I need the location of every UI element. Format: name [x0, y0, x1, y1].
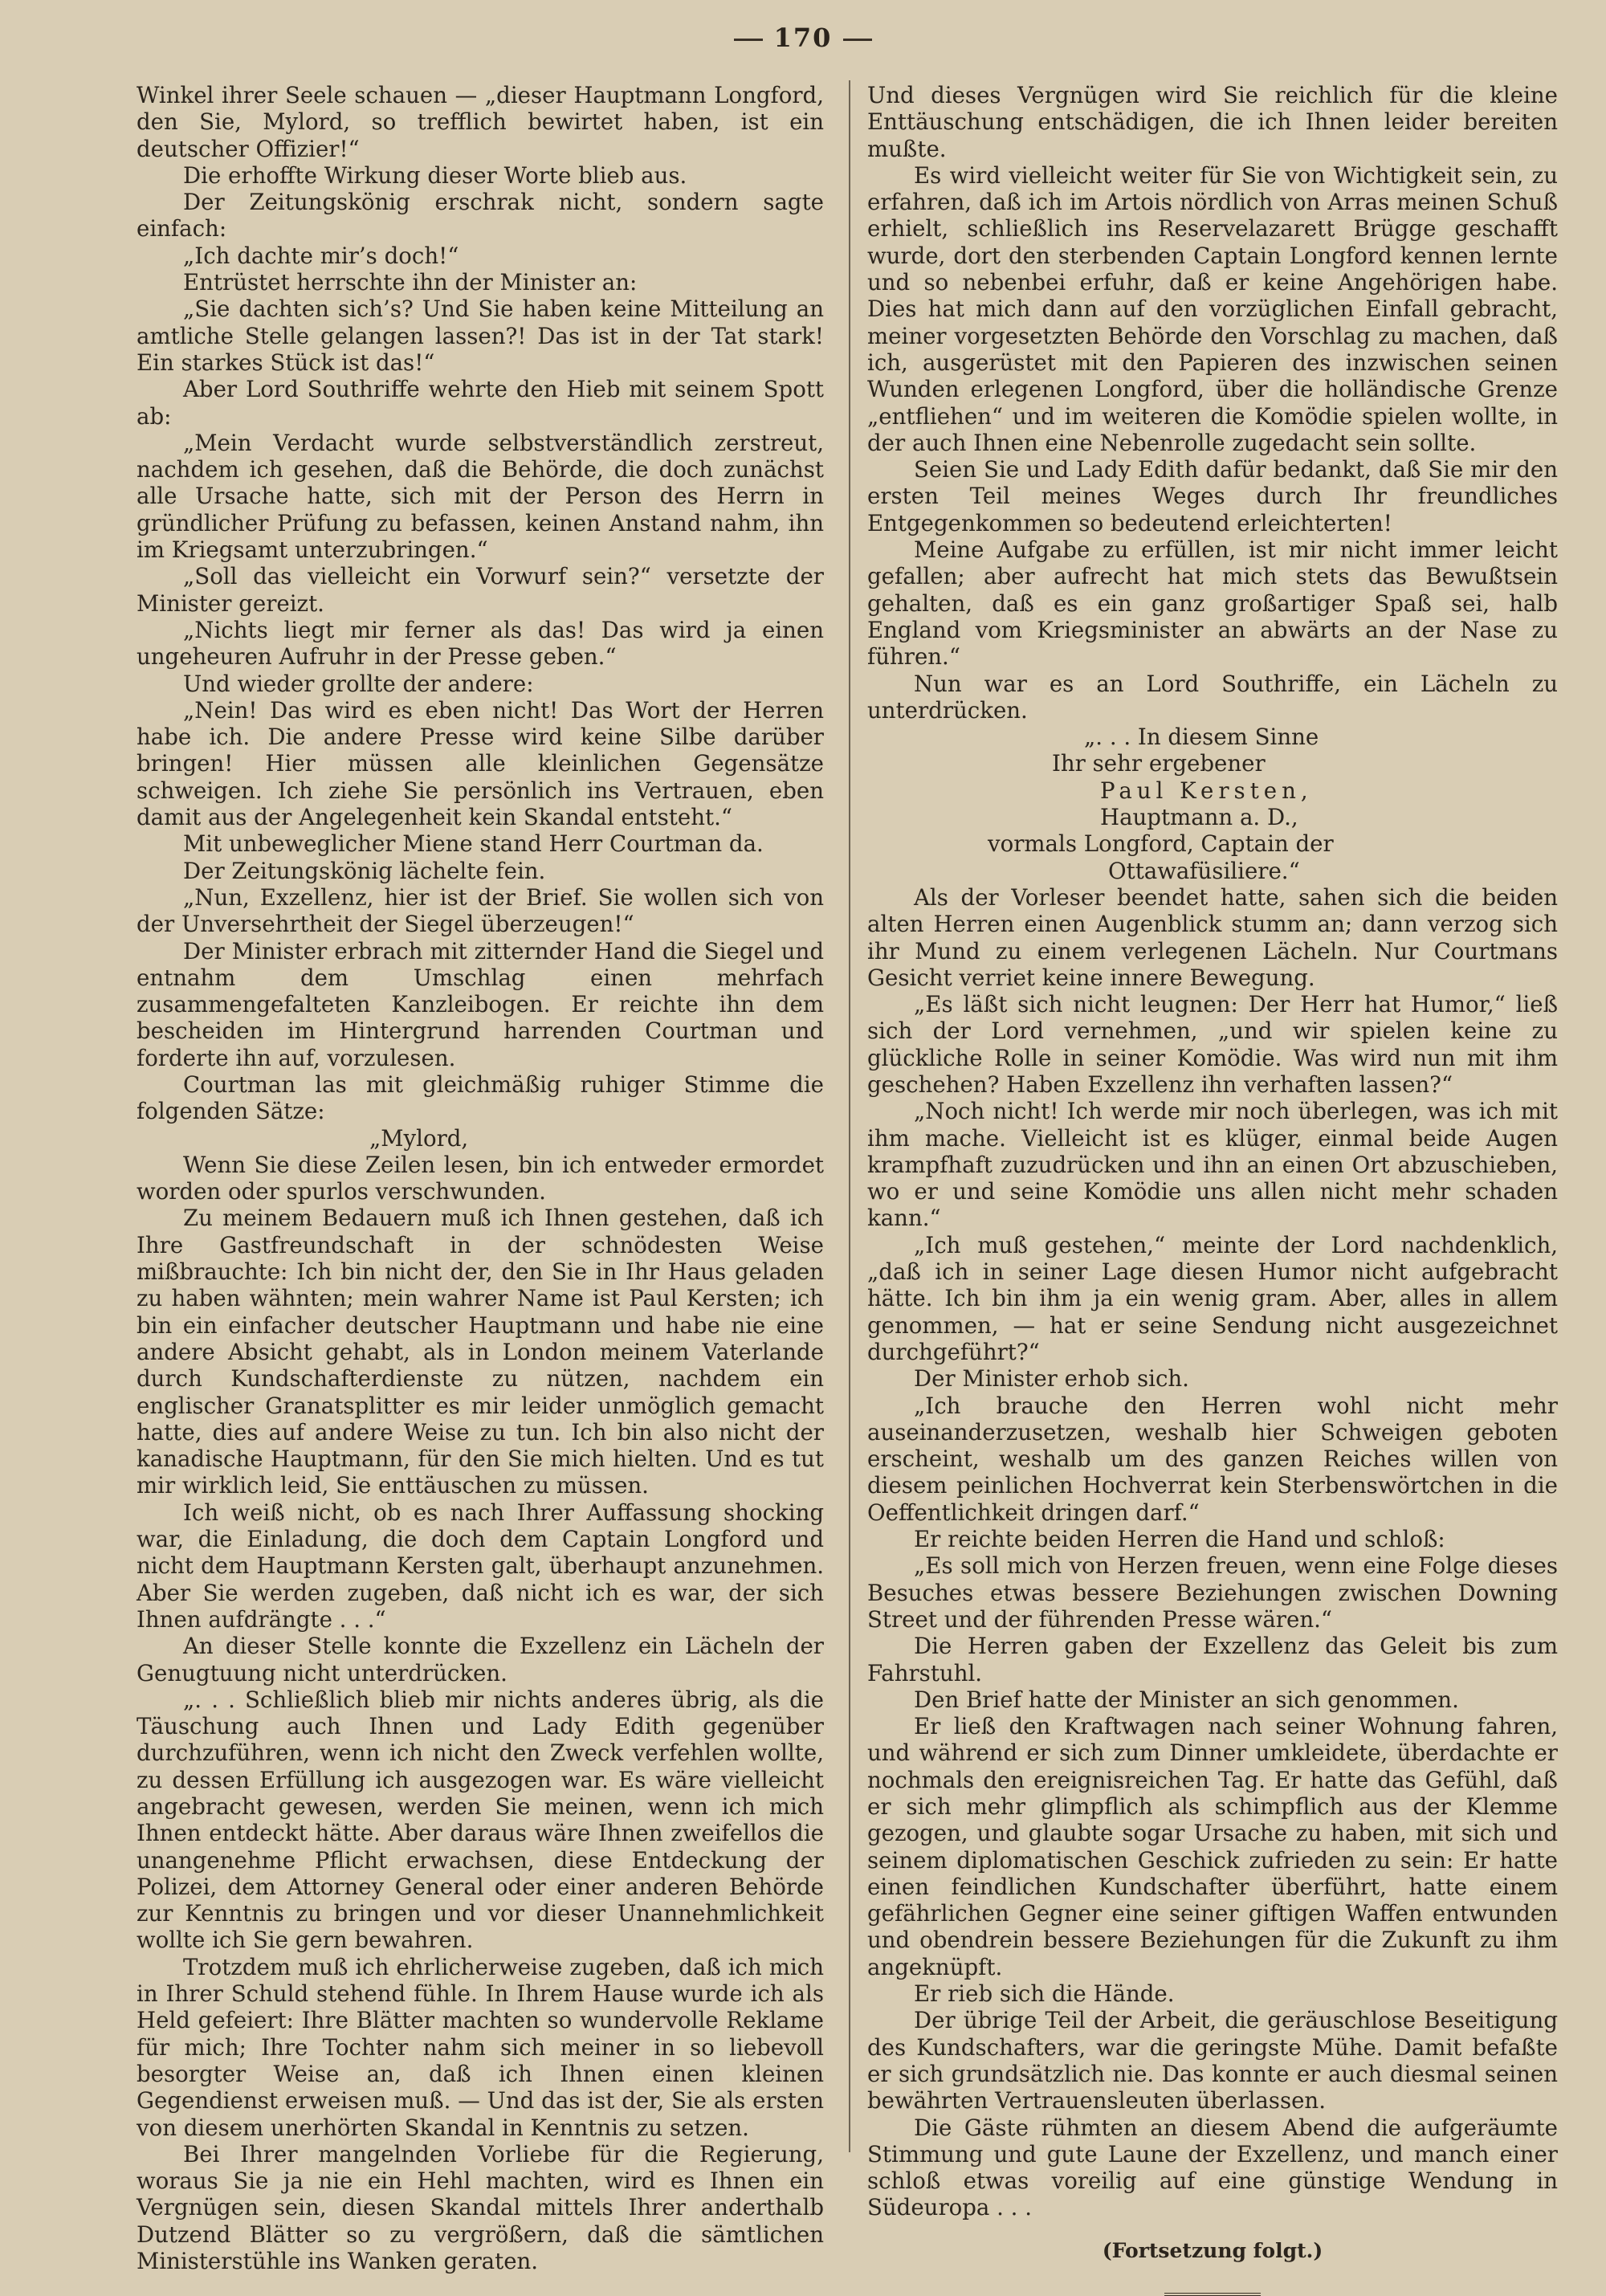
signature-name: Paul Kersten,: [1100, 777, 1313, 804]
paragraph: Den Brief hatte der Minister an sich genommen.: [914, 1686, 1459, 1713]
paragraph: Er reichte beiden Herren die Hand und schloß:: [914, 1526, 1445, 1553]
paragraph: Meine Aufgabe zu erfüllen, ist mir nicht immer leicht gefallen; aber aufrecht hat mich stets das Bewußtsein gehalten, daß es ein ganz großartiger Spaß sei, halb England vom Kriegsminister an abwärts an der Nase zu führen.“: [867, 536, 1558, 671]
paragraph: Die Gäste rühmten an diesem Abend die aufgeräumte Stimmung und gute Laune der Exzellenz, und manch einer schloß etwas voreilig auf eine günstige Wendung in Südeuropa . . .: [867, 2114, 1558, 2221]
paragraph: Der Zeitungskönig erschrak nicht, sondern sagte einfach:: [137, 189, 824, 243]
page-number: 170: [0, 22, 1606, 53]
left-column: [137, 82, 824, 2274]
paragraph: Der übrige Teil der Arbeit, die geräuschlose Beseitigung des Kundschafters, war die geringste Mühe. Damit befaßte er sich grundsätzlich nie. Das konnte er auch diesmal seinen bewährten Vertrauensleuten überlassen.: [867, 2007, 1558, 2115]
signature-closing: „. . . In diesem Sinne: [1084, 724, 1319, 751]
paragraph: „Ich brauche den Herren wohl nicht mehr auseinanderzusetzen, weshalb hier Schweigen geboten erscheint, weshalb um des ganzen Reiches willen von diesem peinlichen Hochverrat kein Sterbenswörtchen in die Oeffentlichkeit dringen darf.“: [867, 1392, 1558, 1526]
paragraph: Und wieder grollte der andere:: [183, 670, 534, 697]
paragraph: Der Minister erhob sich.: [914, 1365, 1189, 1393]
signature-former: vormals Longford, Captain der: [988, 830, 1334, 858]
signature-line: Ihr sehr ergebener: [1052, 750, 1266, 777]
paragraph: Als der Vorleser beendet hatte, sahen sich die beiden alten Herren einen Augenblick stumm an; dann verzog sich ihr Mund zu einem verlegenen Lächeln. Nur Courtmans Gesicht verriet keine innere Bewegung.: [867, 883, 1558, 991]
paragraph: Winkel ihrer Seele schauen — „dieser Hauptmann Longford, den Sie, Mylord, so trefflich bewirtet haben, ist ein deutscher Offizier!“: [137, 82, 824, 162]
paragraph: „Es soll mich von Herzen freuen, wenn eine Folge dieses Besuches etwas bessere Beziehungen zwischen Downing Street und der führenden Presse wären.“: [867, 1552, 1558, 1633]
paragraph: Die Herren gaben der Exzellenz das Geleit bis zum Fahrstuhl.: [867, 1633, 1558, 1686]
paragraph: Nun war es an Lord Southriffe, ein Lächeln zu unterdrücken.: [867, 670, 1558, 724]
paragraph: „Nun, Exzellenz, hier ist der Brief. Sie wollen sich von der Unversehrtheit der Siegel überzeugen!“: [137, 883, 824, 938]
paragraph: Seien Sie und Lady Edith dafür bedankt, daß Sie mir den ersten Teil meines Weges durch Ihr freundliches Entgegenkommen so bedeutend erleichterten!: [867, 456, 1558, 536]
end-rule: [1164, 2293, 1261, 2296]
paragraph: Aber Lord Southriffe wehrte den Hieb mit seinem Spott ab:: [137, 376, 824, 430]
paragraph: „Noch nicht! Ich werde mir noch überlegen, was ich mit ihm mache. Vielleicht ist es klüger, einmal beide Augen krampfhaft zuzudrücken und ihn an einen Ort abzuschieben, wo er und seine Komödie uns allen nicht mehr schaden kann.“: [867, 1098, 1558, 1232]
paragraph: Wenn Sie diese Zeilen lesen, bin ich entweder ermordet worden oder spurlos verschwunden.: [137, 1151, 824, 1205]
paragraph: An dieser Stelle konnte die Exzellenz ein Lächeln der Genugtuung nicht unterdrücken.: [137, 1633, 824, 1686]
paragraph: Courtman las mit gleichmäßig ruhiger Stimme die folgenden Sätze:: [137, 1071, 824, 1125]
signature-regiment: Ottawafüsiliere.“: [1108, 857, 1300, 884]
paragraph: „Nichts liegt mir ferner als das! Das wird ja einen ungeheuren Aufruhr in der Presse geben.“: [137, 616, 824, 671]
signature-rank: Hauptmann a. D.,: [1100, 804, 1298, 831]
paragraph: Bei Ihrer mangelnden Vorliebe für die Regierung, woraus Sie ja nie ein Hehl machten, wird es Ihnen ein Vergnügen sein, diesen Skandal mittels Ihrer anderthalb Dutzend Blätter so zu vergrößern, daß die sämtlichen Ministerstühle ins Wanken geraten.: [137, 2140, 824, 2275]
paragraph: Der Zeitungskönig lächelte fein.: [183, 857, 546, 884]
paragraph: „Ich dachte mir’s doch!“: [183, 242, 459, 269]
paragraph: „Sie dachten sich’s? Und Sie haben keine Mitteilung an amtliche Stelle gelangen lassen?! Das ist in der Tat stark! Ein starkes Stück ist das!“: [137, 296, 824, 376]
paragraph: „Mein Verdacht wurde selbstverständlich zerstreut, nachdem ich gesehen, daß die Behörde, die doch zunächst alle Ursache hatte, sich mit der Person des Herrn in gründlicher Prüfung zu befassen, keinen Anstand nahm, ihn im Kriegsamt unterzubringen.“: [137, 429, 824, 564]
paragraph: Entrüstet herrschte ihn der Minister an:: [183, 269, 638, 296]
paragraph: Zu meinem Bedauern muß ich Ihnen gestehen, daß ich Ihre Gastfreundschaft in der schnödesten Weise mißbrauchte: Ich bin nicht der, den Sie in Ihr Haus geladen zu haben wähnten; mein wahrer Name ist Paul Kersten; ich bin ein einfacher deutscher Hauptmann und habe nie eine andere Absicht gehabt, als in London meinem Vaterlande durch Kundschafterdienste zu nützen, nachdem ein englischer Granatsplitter es mir leider unmöglich gemacht hatte, dies auf andere Weise zu tun. Ich bin also nicht der kanadische Hauptmann, für den Sie mich hielten. Und es tut mir wirklich leid, Sie enttäuschen zu müssen.: [137, 1205, 824, 1499]
column-divider: [849, 80, 850, 2152]
paragraph: „Nein! Das wird es eben nicht! Das Wort der Herren habe ich. Die andere Presse wird keine Silbe darüber bringen! Hier müssen alle kleinlichen Gegensätze schweigen. Ich ziehe Sie persönlich ins Vertrauen, eben damit aus der Angelegenheit kein Skandal entsteht.“: [137, 696, 824, 831]
paragraph: „Soll das vielleicht ein Vorwurf sein?“ versetzte der Minister gereizt.: [137, 563, 824, 617]
paragraph: Es wird vielleicht weiter für Sie von Wichtigkeit sein, zu erfahren, daß ich im Artois nördlich von Arras meinen Schuß erhielt, schließlich ins Reservelazarett Brügge geschafft wurde, dort den sterbenden Captain Longford kennen lernte und so nebenbei erfuhr, daß er keine Angehörigen habe. Dies hat mich dann auf den vorzüglichen Einfall gebracht, meiner vorgesetzten Behörde den Vorschlag zu machen, daß ich, ausgerüstet mit den Papieren des inzwischen seinen Wunden erlegenen Longford, über die holländische Grenze „entfliehen“ und im weiteren die Komödie spielen wollte, in der auch Ihnen eine Nebenrolle zugedacht sein sollte.: [867, 161, 1558, 456]
letter-signature: [867, 724, 1558, 884]
paragraph: Mit unbeweglicher Miene stand Herr Courtman da.: [183, 830, 764, 858]
paragraph: Die erhoffte Wirkung dieser Worte blieb aus.: [183, 161, 687, 189]
paragraph: Ich weiß nicht, ob es nach Ihrer Auffassung shocking war, die Einladung, die doch dem Captain Longford und nicht dem Hauptmann Kersten galt, überhaupt anzunehmen. Aber Sie werden zugeben, daß nicht ich es war, der sich Ihnen aufdrängte . . .“: [137, 1499, 824, 1633]
right-column: [867, 82, 1558, 2296]
paragraph: Er ließ den Kraftwagen nach seiner Wohnung fahren, und während er sich zum Dinner umkleidete, überdachte er nochmals den ereignisreichen Tag. Er hatte das Gefühl, daß er sich mehr glimpflich als schimpflich aus der Klemme gezogen, und glaubte sogar Ursache zu haben, mit sich und seinem diplomatischen Geschick zufrieden zu sein: Er hatte einen feindlichen Kundschafter überführt, hatte einem gefährlichen Gegner eine seiner giftigen Waffen entwunden und obendrein bessere Beziehungen für die Zukunft zu ihm angeknüpft.: [867, 1713, 1558, 1980]
paragraph: Und dieses Vergnügen wird Sie reichlich für die kleine Enttäuschung entschädigen, die ich Ihnen leider bereiten mußte.: [867, 82, 1558, 162]
paragraph: Er rieb sich die Hände.: [914, 1980, 1175, 2008]
paragraph: Der Minister erbrach mit zitternder Hand die Siegel und entnahm dem Umschlag einen mehrfach zusammengefalteten Kanzleibogen. Er reichte ihn dem bescheiden im Hintergrund harrenden Courtman und forderte ihn auf, vorzulesen.: [137, 937, 824, 1071]
paragraph: „Mylord,: [369, 1124, 469, 1152]
paragraph: „Es läßt sich nicht leugnen: Der Herr hat Humor,“ ließ sich der Lord vernehmen, „und wir spielen keine zu glückliche Rolle in seiner Komödie. Was wird nun mit ihm geschehen? Haben Exzellenz ihn verhaften lassen?“: [867, 991, 1558, 1098]
paragraph: Trotzdem muß ich ehrlicherweise zugeben, daß ich mich in Ihrer Schuld stehend fühle. In Ihrem Hause wurde ich als Held gefeiert: Ihre Blätter machten so wundervolle Reklame für mich; Ihre Tochter nahm sich meiner in so liebevoll besorgter Weise an, daß ich Ihnen einen kleinen Gegendienst erweisen muß. — Und das ist der, Sie als ersten von diesem unerhörten Skandal in Kenntnis zu setzen.: [137, 1953, 824, 2141]
continued-note: (Fortsetzung folgt.): [1102, 2238, 1323, 2262]
paragraph: „. . . Schließlich blieb mir nichts anderes übrig, als die Täuschung auch Ihnen und Lady Edith gegenüber durchzuführen, wenn ich nicht den Zweck verfehlen wollte, zu dessen Erfüllung ich ausgezogen war. Es wäre vielleicht angebracht gewesen, werden Sie meinen, wenn ich mich Ihnen entdeckt hätte. Aber daraus wäre Ihnen zweifellos die unangenehme Pflicht erwachsen, diese Entdeckung der Polizei, dem Attorney General oder einer anderen Behörde zur Kenntnis zu bringen und vor dieser Unannehmlichkeit wollte ich Sie gern bewahren.: [137, 1686, 824, 1954]
paragraph: „Ich muß gestehen,“ meinte der Lord nachdenklich, „daß ich in seiner Lage diesen Humor nicht aufgebracht hätte. Ich bin ihm ja ein wenig gram. Aber, alles in allem genommen, — hat er seine Sendung nicht ausgezeichnet durchgeführt?“: [867, 1231, 1558, 1365]
